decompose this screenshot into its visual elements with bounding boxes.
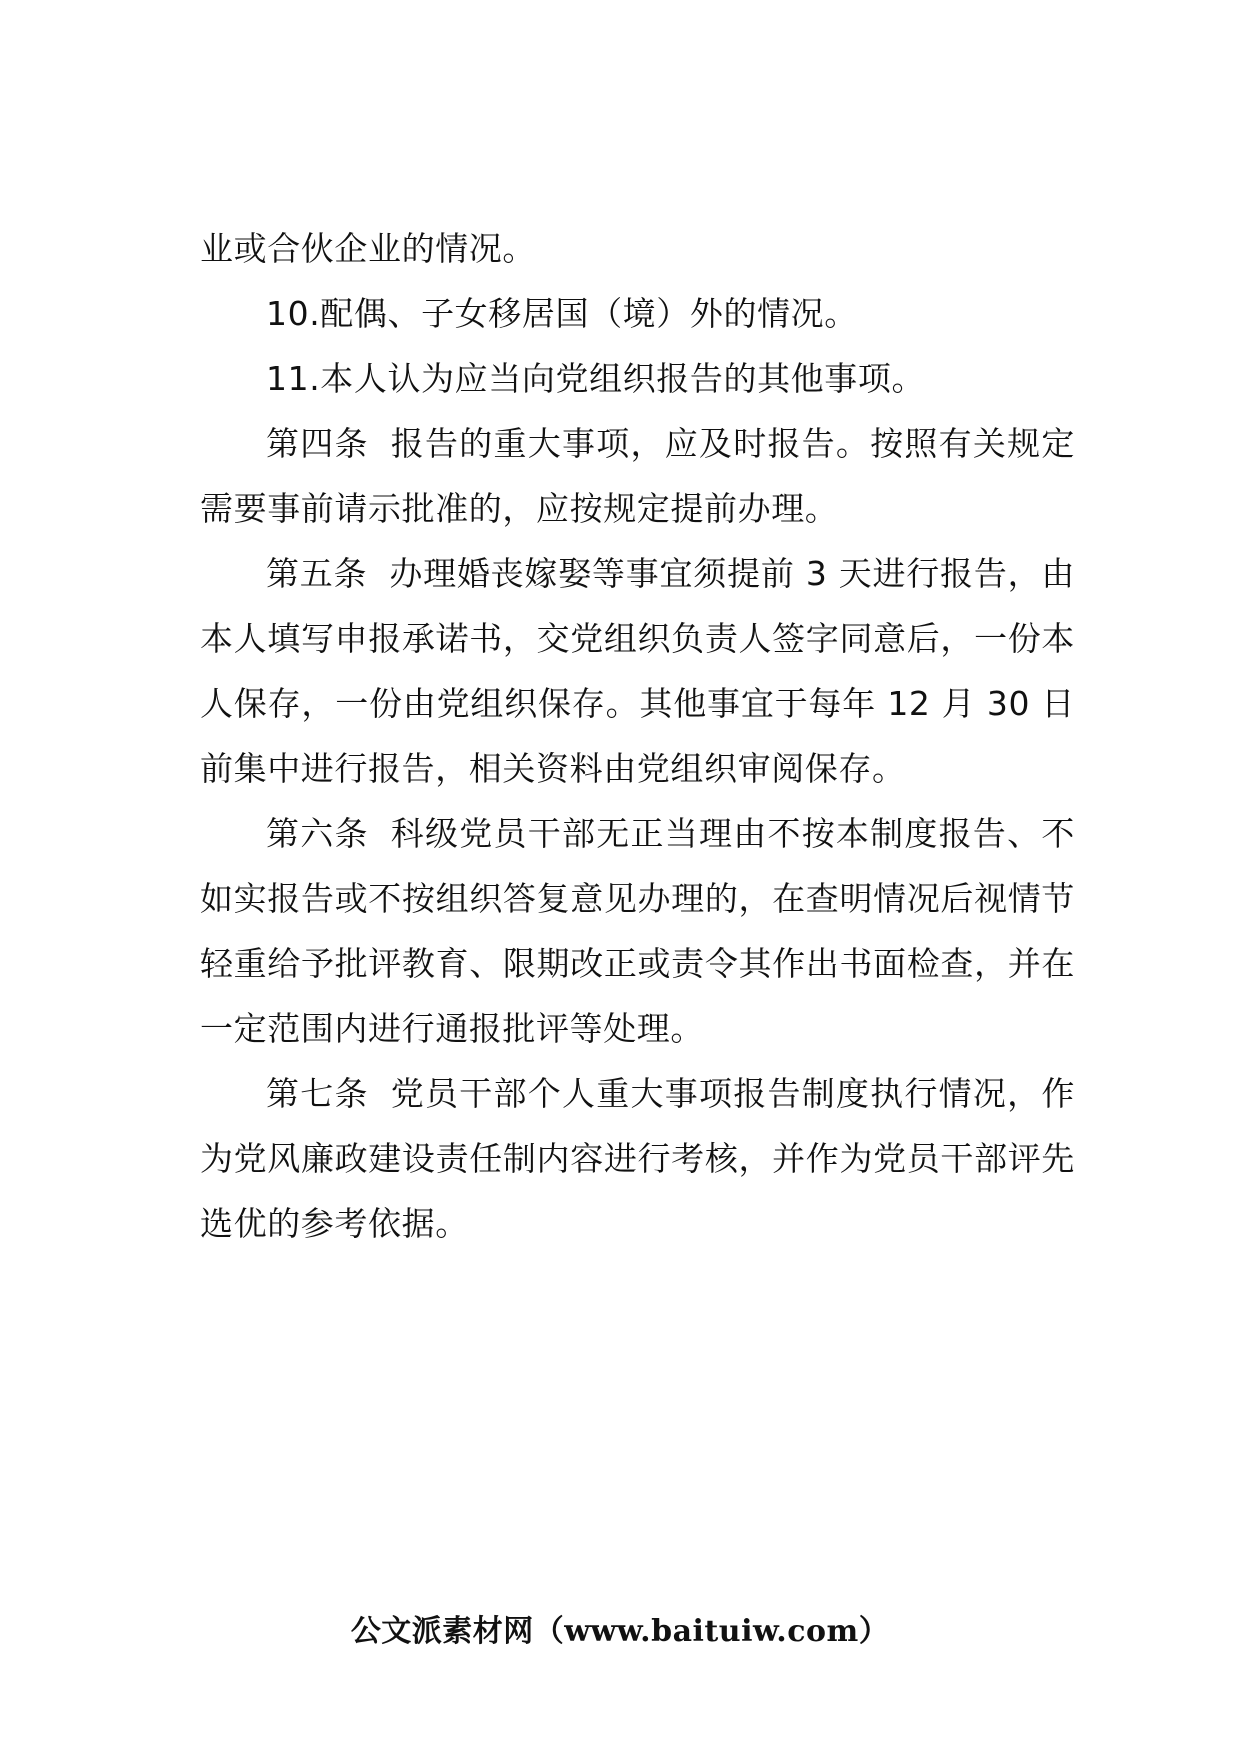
article-7 [200,1061,1075,1256]
article-text: 党员干部个人重大事项报告制度执行情况，作为党风廉政建设责任制内容进行考核，并作为党员干部评先选优的参考依据。 [200,1074,1076,1243]
document-body [200,216,1075,1256]
list-item-10 [200,281,1075,346]
article-text: 科级党员干部无正当理由不按本制度报告、不如实报告或不按组织答复意见办理的，在查明情况后视情节轻重给予批评教育、限期改正或责令其作出书面检查，并在一定范围内进行通报批评等处理。 [200,814,1076,1048]
article-6 [200,801,1075,1061]
article-text: 报告的重大事项，应及时报告。按照有关规定需要事前请示批准的，应按规定提前办理。 [200,424,1076,528]
paragraph-continuation [200,216,1075,281]
article-label: 第五条 [266,554,368,593]
footer-watermark: 公文派素材网（www.baituiw.com） [350,1614,890,1649]
paragraph-text: 11.本人认为应当向党组织报告的其他事项。 [266,359,926,398]
paragraph-text: 业或合伙企业的情况。 [200,229,536,268]
article-5 [200,541,1075,801]
article-text: 办理婚丧嫁娶等事宜须提前 3 天进行报告，由本人填写申报承诺书，交党组织负责人签字同意后，一份本人保存，一份由党组织保存。其他事宜于每年 12 月 30 日前集中进行报告，相关资料由党组织审阅保存。 [200,554,1075,788]
article-label: 第四条 [266,424,369,463]
article-label: 第七条 [266,1074,369,1113]
article-label: 第六条 [266,814,369,853]
paragraph-text: 10.配偶、子女移居国（境）外的情况。 [266,294,858,333]
list-item-11 [200,346,1075,411]
article-4 [200,411,1075,541]
